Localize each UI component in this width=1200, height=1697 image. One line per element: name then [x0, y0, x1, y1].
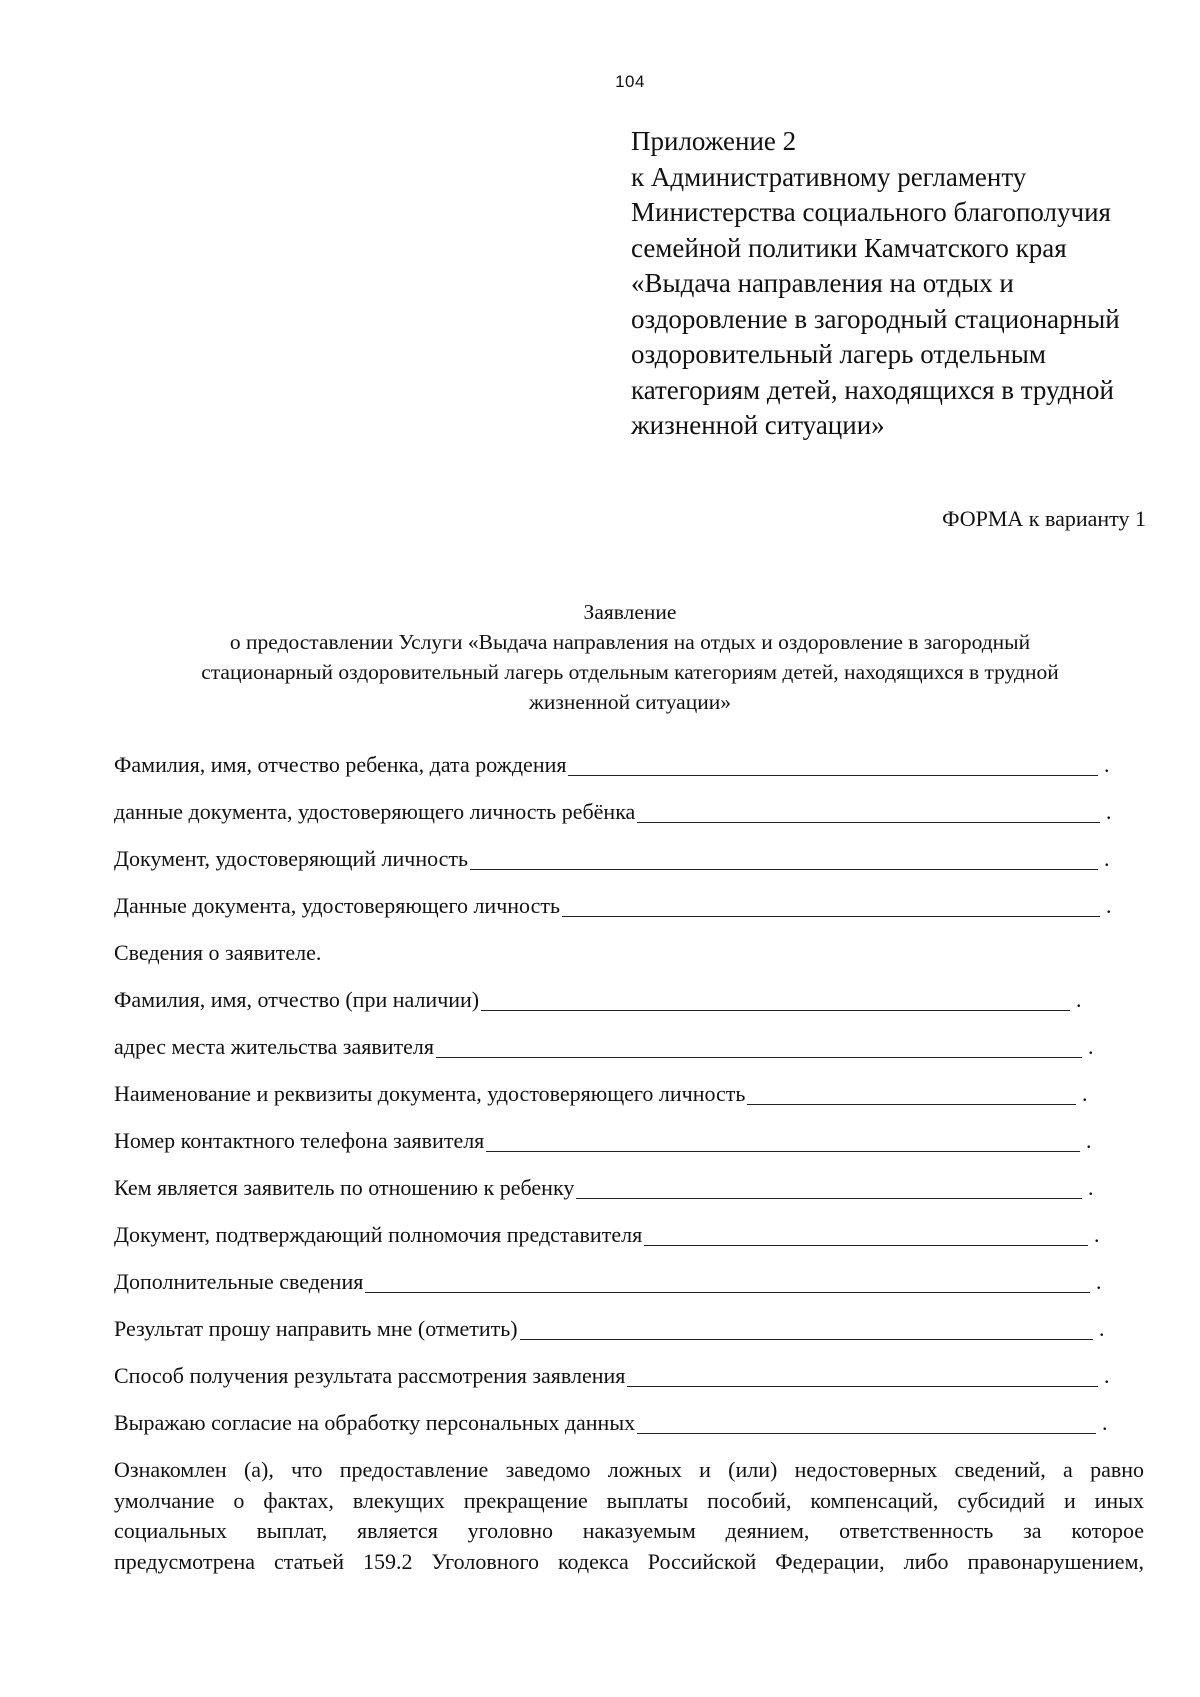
field-label: Наименование и реквизиты документа, удостоверяющего личность: [114, 1081, 746, 1106]
field-terminator: .: [1086, 1128, 1092, 1153]
form-field-row: [114, 1267, 1114, 1314]
field-input-line[interactable]: [637, 797, 1100, 823]
field-input-line[interactable]: [470, 844, 1098, 870]
form-field-row: [114, 750, 1114, 797]
field-terminator: .: [1099, 1316, 1105, 1341]
field-terminator: .: [1102, 1410, 1108, 1435]
field-terminator: .: [1076, 987, 1082, 1012]
appendix-line: оздоровление в загородный стационарный: [631, 303, 1120, 334]
notice-paragraph: [114, 1455, 1144, 1577]
field-terminator: .: [1104, 1363, 1110, 1388]
appendix-line: оздоровительный лагерь отдельным: [631, 339, 1046, 369]
field-input-line[interactable]: [486, 1126, 1080, 1152]
field-terminator: .: [1104, 752, 1110, 777]
notice-line: умолчание о фактах, влекущих прекращение выплаты пособий, компенсаций, субсидий и иных: [114, 1487, 1144, 1513]
field-label: Результат прошу направить мне (отметить): [114, 1316, 518, 1341]
form-field-row: [114, 1032, 1114, 1079]
field-label: Сведения о заявителе.: [114, 940, 322, 965]
field-input-line[interactable]: [365, 1267, 1090, 1293]
notice-line: социальных выплат, является уголовно наказуемым деянием, ответственность за которое: [114, 1518, 1144, 1543]
field-label: Дополнительные сведения: [114, 1269, 364, 1294]
field-terminator: .: [1088, 1175, 1094, 1200]
form-field-row: [114, 1126, 1114, 1173]
field-terminator: .: [1106, 799, 1112, 824]
field-input-line[interactable]: [436, 1032, 1082, 1058]
heading-title: Заявление: [583, 600, 677, 624]
form-field-row: [114, 844, 1114, 891]
form-fields: [114, 750, 1114, 1455]
form-field-row: [114, 1079, 1114, 1126]
field-label: Выражаю согласие на обработку персональных данных: [114, 1410, 636, 1435]
heading-line: о предоставлении Услуги «Выдача направления на отдых и оздоровление в загородный: [229, 630, 1031, 654]
appendix-line: «Выдача направления на отдых и: [631, 268, 1014, 298]
field-label: Кем является заявитель по отношению к ребенку: [114, 1175, 575, 1200]
field-input-line[interactable]: [747, 1079, 1076, 1105]
form-field-row: [114, 891, 1114, 938]
field-label: Фамилия, имя, отчество ребенка, дата рождения: [114, 752, 567, 777]
field-terminator: .: [1082, 1081, 1088, 1106]
field-terminator: .: [1088, 1034, 1094, 1059]
field-terminator: .: [1106, 893, 1112, 918]
field-label: Документ, удостоверяющий личность: [114, 846, 469, 871]
document-heading: [80, 597, 1180, 717]
field-input-line[interactable]: [562, 891, 1100, 917]
field-input-line[interactable]: [627, 1361, 1098, 1387]
form-field-row: [114, 1408, 1114, 1455]
form-field-row: [114, 1220, 1114, 1267]
form-field-row: [114, 797, 1114, 844]
field-label: Данные документа, удостоверяющего личность: [114, 893, 561, 918]
heading-line: стационарный оздоровительный лагерь отдельным категориям детей, находящихся в трудной: [201, 660, 1059, 684]
section-label: [114, 938, 1114, 985]
field-terminator: .: [1096, 1269, 1102, 1294]
page-number: 104: [615, 72, 645, 91]
form-field-row: [114, 985, 1114, 1032]
field-label: Фамилия, имя, отчество (при наличии): [114, 987, 480, 1012]
form-field-row: [114, 1314, 1114, 1361]
appendix-line: семейной политики Камчатского края: [631, 232, 1067, 263]
field-input-line[interactable]: [520, 1314, 1093, 1340]
field-input-line[interactable]: [644, 1220, 1088, 1246]
field-input-line[interactable]: [637, 1408, 1096, 1434]
field-label: адрес места жительства заявителя: [114, 1034, 434, 1059]
field-label: Документ, подтверждающий полномочия представителя: [114, 1222, 643, 1247]
notice-line: предусмотрена статьей 159.2 Уголовного кодекса Российской Федерации, либо правонарушением,: [114, 1548, 1144, 1574]
heading-line: жизненной ситуации»: [529, 690, 731, 714]
field-label: Способ получения результата рассмотрения заявления: [114, 1363, 626, 1388]
appendix-line: к Административному регламенту: [631, 161, 1027, 192]
form-field-row: [114, 1361, 1114, 1408]
field-terminator: .: [1094, 1222, 1100, 1247]
notice-line: Ознакомлен (а), что предоставление заведомо ложных и (или) недостоверных сведений, а равно: [114, 1457, 1144, 1482]
appendix-line: жизненной ситуации»: [631, 410, 885, 440]
form-variant-label: ФОРМА к варианту 1: [942, 506, 1146, 531]
field-input-line[interactable]: [481, 985, 1070, 1011]
field-terminator: .: [1104, 846, 1110, 871]
appendix-block: [631, 124, 1146, 444]
appendix-line: Министерства социального благополучия: [631, 197, 1111, 227]
appendix-line: категориям детей, находящихся в трудной: [631, 374, 1114, 405]
field-input-line[interactable]: [576, 1173, 1082, 1199]
field-label: Номер контактного телефона заявителя: [114, 1128, 485, 1153]
appendix-title: Приложение 2: [631, 126, 797, 156]
field-input-line[interactable]: [568, 750, 1098, 776]
field-label: данные документа, удостоверяющего личность ребёнка: [114, 799, 636, 824]
form-field-row: [114, 1173, 1114, 1220]
